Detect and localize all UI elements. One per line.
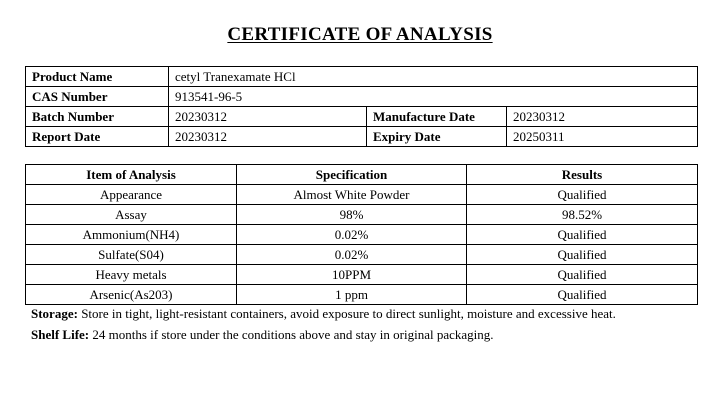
result-cell: Qualified — [467, 245, 698, 265]
specification-cell: 98% — [237, 205, 467, 225]
result-cell: Qualified — [467, 285, 698, 305]
result-cell: Qualified — [467, 225, 698, 245]
info-row — [26, 87, 698, 107]
table-row — [26, 185, 698, 205]
column-header: Item of Analysis — [26, 165, 237, 185]
storage-note — [31, 305, 691, 323]
batch-number-label: Batch Number — [26, 107, 169, 127]
specification-cell: Almost White Powder — [237, 185, 467, 205]
info-row — [26, 127, 698, 147]
report-date-label: Report Date — [26, 127, 169, 147]
column-header: Results — [467, 165, 698, 185]
result-cell: Qualified — [467, 185, 698, 205]
shelf-life-label: Shelf Life: — [31, 327, 90, 342]
item-cell: Heavy metals — [26, 265, 237, 285]
product-info-table — [25, 66, 698, 147]
item-cell: Appearance — [26, 185, 237, 205]
info-row — [26, 107, 698, 127]
cas-number-label: CAS Number — [26, 87, 169, 107]
notes-section — [31, 305, 691, 347]
table-row — [26, 225, 698, 245]
storage-text: Store in tight, light-resistant containers, avoid exposure to direct sunlight, moisture and excessive heat. — [77, 306, 616, 321]
expiry-date-label: Expiry Date — [367, 127, 507, 147]
info-row — [26, 67, 698, 87]
manufacture-date-value: 20230312 — [507, 107, 698, 127]
document-title: CERTIFICATE OF ANALYSIS — [227, 24, 493, 45]
column-header: Specification — [237, 165, 467, 185]
analysis-table — [25, 164, 698, 305]
shelf-life-text: 24 months if store under the conditions above and stay in original packaging. — [89, 327, 494, 342]
specification-cell: 0.02% — [237, 245, 467, 265]
item-cell: Sulfate(S04) — [26, 245, 237, 265]
result-cell: 98.52% — [467, 205, 698, 225]
report-date-value: 20230312 — [169, 127, 367, 147]
product-name-label: Product Name — [26, 67, 169, 87]
specification-cell: 1 ppm — [237, 285, 467, 305]
cas-number-value: 913541-96-5 — [169, 87, 698, 107]
table-row — [26, 205, 698, 225]
product-name-value: cetyl Tranexamate HCl — [169, 67, 698, 87]
manufacture-date-label: Manufacture Date — [367, 107, 507, 127]
table-row — [26, 265, 698, 285]
batch-number-value: 20230312 — [169, 107, 367, 127]
table-row — [26, 245, 698, 265]
table-row — [26, 285, 698, 305]
specification-cell: 0.02% — [237, 225, 467, 245]
expiry-date-value: 20250311 — [507, 127, 698, 147]
shelf-life-note — [31, 326, 691, 344]
result-cell: Qualified — [467, 265, 698, 285]
specification-cell: 10PPM — [237, 265, 467, 285]
item-cell: Ammonium(NH4) — [26, 225, 237, 245]
item-cell: Arsenic(As203) — [26, 285, 237, 305]
storage-label: Storage: — [31, 306, 78, 321]
analysis-header-row — [26, 165, 698, 185]
item-cell: Assay — [26, 205, 237, 225]
